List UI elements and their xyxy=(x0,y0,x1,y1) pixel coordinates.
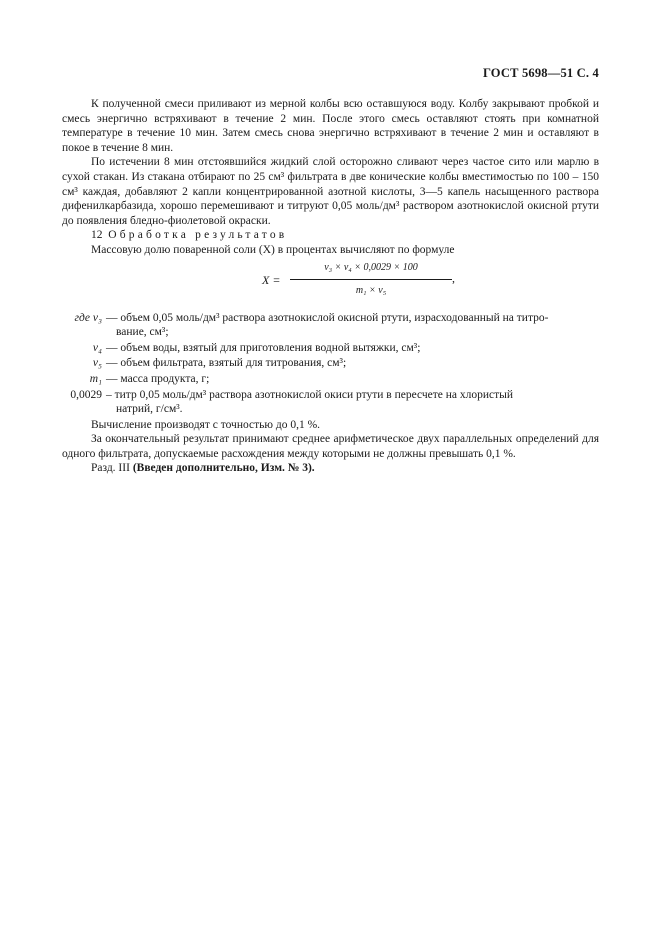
definition-symbol: 0,0029 xyxy=(70,388,102,401)
definition-line: — объем 0,05 моль/дм³ раствора азотнокислой окисной ртути, израсходованный на титро- xyxy=(106,311,549,324)
document-body xyxy=(62,97,599,476)
formula-trail: , xyxy=(452,270,455,285)
definition-item xyxy=(62,356,599,371)
definitions-list xyxy=(62,311,599,417)
amendment-note xyxy=(62,461,599,476)
definition-text xyxy=(102,388,599,417)
amendment-text: (Введен дополнительно, Изм. № 3). xyxy=(132,462,315,475)
formula xyxy=(62,261,599,307)
fraction-bar xyxy=(290,279,452,280)
definition-symbol: m₁ xyxy=(89,372,102,385)
definition-item xyxy=(62,341,599,356)
paragraph-4: Вычисление производят с точностью до 0,1 %. xyxy=(91,418,321,431)
section-title: Обработка результатов xyxy=(108,229,288,242)
amendment-prefix: Разд. III xyxy=(91,462,130,475)
definition-text xyxy=(102,311,599,340)
paragraph-2: По истечении 8 мин отстоявшийся жидкий слой осторожно сливают через частое сито или марлю в сухой стакан. Из стакана отбирают по 25 см³ фильтрата в две конические колбы вместимостью по 100 – 150 см³ каждая, добавляют 2 капли концентрированной азотной кислоты, 3—5 капель насыщенного раствора дифенилкарбазида, хорошо перемешивают и титруют 0,05 моль/дм³ раствором азотнокислой окисной ртути до появления бледно-фиолетовой окраски. xyxy=(62,156,599,227)
definition-continuation: натрий, г/см³. xyxy=(116,403,183,416)
definition-text: — объем фильтрата, взятый для титрования, см³; xyxy=(106,357,347,370)
paragraph-5: За окончательный результат принимают среднее арифметическое двух параллельных определений для одного фильтрата, допускаемые расхождения между которыми не должны превышать 0,1 %. xyxy=(62,433,599,460)
definition-item xyxy=(62,388,599,417)
definition-symbol: где v₃ xyxy=(74,311,102,324)
paragraph-3: Массовую долю поваренной соли (X) в процентах вычисляют по формуле xyxy=(91,243,455,256)
formula-numerator: v₃ × v₄ × 0,0029 × 100 xyxy=(324,261,418,273)
definition-symbol: v₄ xyxy=(92,341,102,354)
formula-lhs: X = xyxy=(262,272,281,287)
paragraph-1: К полученной смеси приливают из мерной колбы всю оставшуюся воду. Колбу закрывают пробкой и смесь энергично встряхивают в течение 2 мин. После этого смесь оставляют стоять при комнатной температуре в течение 10 мин. Затем смесь снова энергично встряхивают в течение 2 мин и оставляют в покое в течение 8 мин. xyxy=(62,98,599,154)
definition-item xyxy=(62,372,599,387)
definition-text: — объем воды, взятый для приготовления водной вытяжки, см³; xyxy=(106,341,421,354)
definition-item xyxy=(62,311,599,340)
formula-fraction xyxy=(290,261,452,299)
section-heading xyxy=(62,228,599,243)
page-header: ГОСТ 5698—51 С. 4 xyxy=(482,66,599,80)
definition-text: — масса продукта, г; xyxy=(106,372,210,385)
section-number: 12 xyxy=(91,229,103,242)
definition-line: – титр 0,05 моль/дм³ раствора азотнокислой окиси ртути в пересчете на хлористый xyxy=(106,388,514,401)
formula-denominator: m₁ × v₅ xyxy=(355,285,387,297)
definition-symbol: v₅ xyxy=(92,357,102,370)
definition-continuation: вание, см³; xyxy=(116,326,169,339)
